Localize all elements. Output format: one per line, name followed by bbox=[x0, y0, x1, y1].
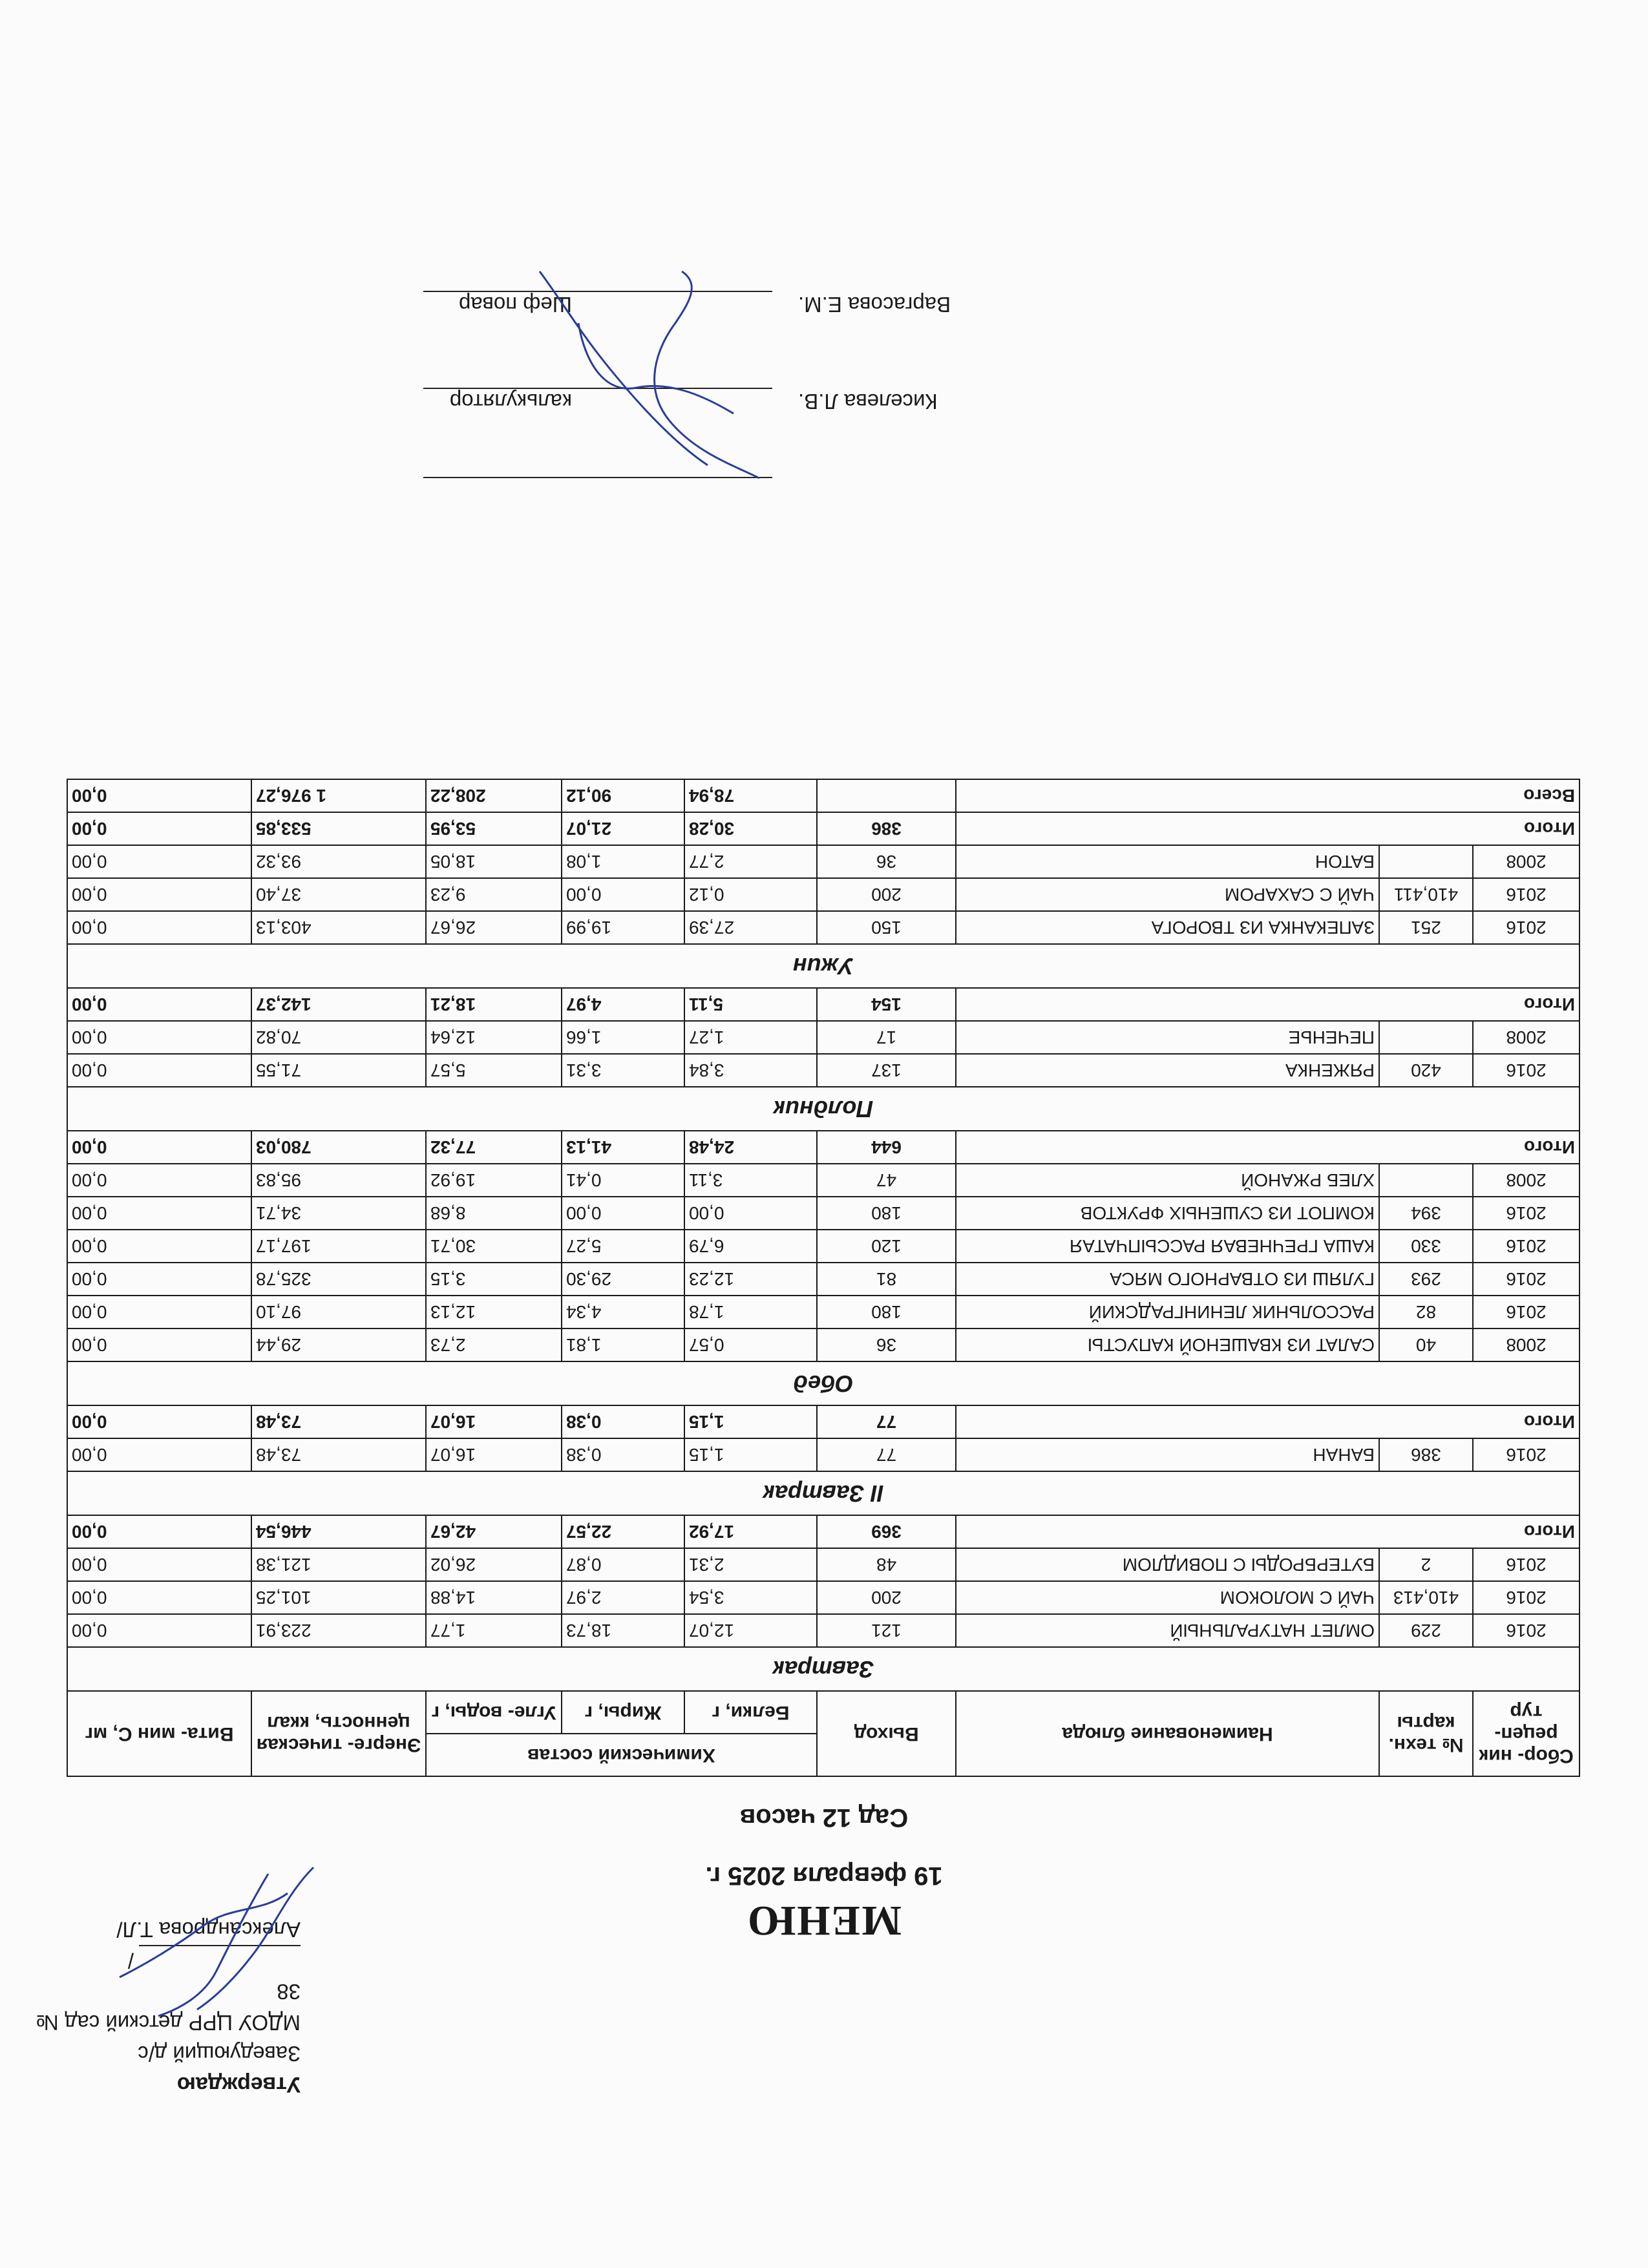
total-carb-cell: 16,07 bbox=[426, 1405, 562, 1438]
meal-title: Ужин bbox=[67, 944, 1579, 988]
carb-cell: 26,02 bbox=[426, 1548, 562, 1581]
vitamin-c-cell: 0,00 bbox=[67, 1230, 251, 1263]
total-protein-cell: 30,28 bbox=[684, 812, 817, 845]
total-energy-cell: 73,48 bbox=[251, 1405, 426, 1438]
energy-cell: 37,40 bbox=[251, 878, 426, 911]
tech-card-cell: 40 bbox=[1379, 1328, 1473, 1361]
dish-row bbox=[67, 1581, 1579, 1614]
dish-row bbox=[67, 1548, 1579, 1581]
carb-cell: 19,92 bbox=[426, 1164, 562, 1197]
meal-title: Обед bbox=[67, 1361, 1579, 1405]
calculator-role: калькулятор bbox=[449, 390, 572, 414]
yield-cell: 120 bbox=[817, 1230, 956, 1263]
yield-cell: 48 bbox=[817, 1548, 956, 1581]
vitamin-c-cell: 0,00 bbox=[67, 1021, 251, 1054]
tech-card-cell: 293 bbox=[1379, 1263, 1473, 1296]
protein-cell: 3,11 bbox=[684, 1164, 817, 1197]
energy-cell: 403,13 bbox=[251, 911, 426, 944]
carb-cell: 26,67 bbox=[426, 911, 562, 944]
meal-total-row bbox=[67, 812, 1579, 845]
total-label: Итого bbox=[956, 1405, 1579, 1438]
fat-cell: 0,38 bbox=[562, 1438, 684, 1471]
energy-cell: 71,55 bbox=[251, 1054, 426, 1087]
vitamin-c-cell: 0,00 bbox=[67, 1263, 251, 1296]
total-fat-cell: 4,97 bbox=[562, 988, 684, 1021]
total-carb-cell: 53,95 bbox=[426, 812, 562, 845]
chef-role: Шеф повар bbox=[458, 293, 572, 317]
vitamin-c-cell: 0,00 bbox=[67, 878, 251, 911]
col-collection-header: Сбор- ник рецеп- тур bbox=[1473, 1691, 1579, 1776]
protein-cell: 1,78 bbox=[684, 1296, 817, 1328]
yield-cell: 81 bbox=[817, 1263, 956, 1296]
recipe-collection-cell: 2008 bbox=[1473, 845, 1579, 878]
yield-cell: 150 bbox=[817, 911, 956, 944]
total-vitamin-c-cell: 0,00 bbox=[67, 1131, 251, 1164]
recipe-collection-cell: 2016 bbox=[1473, 1614, 1579, 1647]
col-fat-header: Жиры, г bbox=[562, 1691, 684, 1734]
col-carb-header: Угле- воды, г bbox=[426, 1691, 562, 1734]
yield-cell: 36 bbox=[817, 845, 956, 878]
fat-cell: 3,31 bbox=[562, 1054, 684, 1087]
carb-cell: 14,88 bbox=[426, 1581, 562, 1614]
total-carb-cell: 77,32 bbox=[426, 1131, 562, 1164]
dish-row bbox=[67, 1328, 1579, 1361]
total-energy-cell: 142,37 bbox=[251, 988, 426, 1021]
vitamin-c-cell: 0,00 bbox=[67, 845, 251, 878]
dish-name-cell: БАТОН bbox=[956, 845, 1379, 878]
protein-cell: 0,00 bbox=[684, 1197, 817, 1230]
carb-cell: 5,57 bbox=[426, 1054, 562, 1087]
energy-cell: 93,32 bbox=[251, 845, 426, 878]
energy-cell: 325,78 bbox=[251, 1263, 426, 1296]
carb-cell: 2,73 bbox=[426, 1328, 562, 1361]
total-vitamin-c-cell: 0,00 bbox=[67, 1515, 251, 1548]
fat-cell: 4,34 bbox=[562, 1296, 684, 1328]
energy-cell: 197,17 bbox=[251, 1230, 426, 1263]
meal-header-row bbox=[67, 1087, 1579, 1131]
total-protein-cell: 24,48 bbox=[684, 1131, 817, 1164]
recipe-collection-cell: 2016 bbox=[1473, 1197, 1579, 1230]
fat-cell: 29,30 bbox=[562, 1263, 684, 1296]
dish-name-cell: ГУЛЯШ ИЗ ОТВАРНОГО МЯСА bbox=[956, 1263, 1379, 1296]
total-vitamin-c-cell: 0,00 bbox=[67, 812, 251, 845]
meal-total-row bbox=[67, 1405, 1579, 1438]
carb-cell: 12,13 bbox=[426, 1296, 562, 1328]
energy-cell: 223,91 bbox=[251, 1614, 426, 1647]
grand-total-energy-cell: 1 976,27 bbox=[251, 779, 426, 812]
approval-name: /Александрова Т.Л/ bbox=[116, 1918, 301, 1973]
total-yield-cell: 386 bbox=[817, 812, 956, 845]
fat-cell: 0,41 bbox=[562, 1164, 684, 1197]
total-yield-cell: 644 bbox=[817, 1131, 956, 1164]
dish-name-cell: БУТЕРБРОДЫ С ПОВИДЛОМ bbox=[956, 1548, 1379, 1581]
yield-cell: 137 bbox=[817, 1054, 956, 1087]
dish-name-cell: РЯЖЕНКА bbox=[956, 1054, 1379, 1087]
dish-row bbox=[67, 1614, 1579, 1647]
grand-total-yield-cell bbox=[817, 779, 956, 812]
carb-cell: 9,23 bbox=[426, 878, 562, 911]
carb-cell: 18,05 bbox=[426, 845, 562, 878]
protein-cell: 2,77 bbox=[684, 845, 817, 878]
fat-cell: 0,00 bbox=[562, 878, 684, 911]
vitamin-c-cell: 0,00 bbox=[67, 1164, 251, 1197]
tech-card-cell: 82 bbox=[1379, 1296, 1473, 1328]
meal-total-row bbox=[67, 1515, 1579, 1548]
menu-table-body bbox=[67, 779, 1579, 1691]
tech-card-cell: 229 bbox=[1379, 1614, 1473, 1647]
dish-row bbox=[67, 1054, 1579, 1087]
total-carb-cell: 42,67 bbox=[426, 1515, 562, 1548]
total-vitamin-c-cell: 0,00 bbox=[67, 1405, 251, 1438]
col-yield-header: Выход bbox=[817, 1691, 956, 1776]
dish-name-cell: КАША ГРЕЧНЕВАЯ РАССЫПЧАТАЯ bbox=[956, 1230, 1379, 1263]
col-vitamin-header: Вита- мин С, мг bbox=[67, 1691, 251, 1776]
fat-cell: 1,66 bbox=[562, 1021, 684, 1054]
tech-card-cell bbox=[1379, 845, 1473, 878]
grand-total-carb-cell: 208,22 bbox=[426, 779, 562, 812]
protein-cell: 1,27 bbox=[684, 1021, 817, 1054]
tech-card-cell: 420 bbox=[1379, 1054, 1473, 1087]
vitamin-c-cell: 0,00 bbox=[67, 1614, 251, 1647]
dish-name-cell: БАНАН bbox=[956, 1438, 1379, 1471]
vitamin-c-cell: 0,00 bbox=[67, 1581, 251, 1614]
recipe-collection-cell: 2016 bbox=[1473, 1581, 1579, 1614]
meal-total-row bbox=[67, 988, 1579, 1021]
dish-name-cell: ОМЛЕТ НАТУРАЛЬНЫЙ bbox=[956, 1614, 1379, 1647]
approval-organization: МДОУ ЦРР детский сад № 38 bbox=[36, 1980, 301, 2035]
approval-position: Заведующий д/с bbox=[138, 2042, 301, 2066]
tech-card-cell: 386 bbox=[1379, 1438, 1473, 1471]
tech-card-cell bbox=[1379, 1021, 1473, 1054]
total-vitamin-c-cell: 0,00 bbox=[67, 988, 251, 1021]
yield-cell: 121 bbox=[817, 1614, 956, 1647]
vitamin-c-cell: 0,00 bbox=[67, 1548, 251, 1581]
recipe-collection-cell: 2008 bbox=[1473, 1164, 1579, 1197]
fat-cell: 0,00 bbox=[562, 1197, 684, 1230]
dish-row bbox=[67, 1296, 1579, 1328]
menu-date: 19 февраля 2025 г. bbox=[705, 1862, 943, 1890]
chef-name: Варгасова Е.М. bbox=[798, 293, 951, 317]
total-fat-cell: 0,38 bbox=[562, 1405, 684, 1438]
total-fat-cell: 22,57 bbox=[562, 1515, 684, 1548]
vitamin-c-cell: 0,00 bbox=[67, 1438, 251, 1471]
protein-cell: 1,15 bbox=[684, 1438, 817, 1471]
total-protein-cell: 5,11 bbox=[684, 988, 817, 1021]
total-energy-cell: 446,54 bbox=[251, 1515, 426, 1548]
dish-row bbox=[67, 1230, 1579, 1263]
yield-cell: 200 bbox=[817, 1581, 956, 1614]
energy-cell: 101,25 bbox=[251, 1581, 426, 1614]
dish-row bbox=[67, 1263, 1579, 1296]
recipe-collection-cell: 2016 bbox=[1473, 1054, 1579, 1087]
vitamin-c-cell: 0,00 bbox=[67, 1328, 251, 1361]
yield-cell: 200 bbox=[817, 878, 956, 911]
col-card-header: № техн. карты bbox=[1379, 1691, 1473, 1776]
carb-cell: 30,71 bbox=[426, 1230, 562, 1263]
meal-header-row bbox=[67, 944, 1579, 988]
yield-cell: 17 bbox=[817, 1021, 956, 1054]
fat-cell: 1,08 bbox=[562, 845, 684, 878]
recipe-collection-cell: 2008 bbox=[1473, 1328, 1579, 1361]
protein-cell: 12,07 bbox=[684, 1614, 817, 1647]
carb-cell: 8,68 bbox=[426, 1197, 562, 1230]
recipe-collection-cell: 2016 bbox=[1473, 1548, 1579, 1581]
total-label: Итого bbox=[956, 988, 1579, 1021]
total-fat-cell: 41,13 bbox=[562, 1131, 684, 1164]
vitamin-c-cell: 0,00 bbox=[67, 1296, 251, 1328]
total-yield-cell: 77 bbox=[817, 1405, 956, 1438]
yield-cell: 47 bbox=[817, 1164, 956, 1197]
tech-card-cell: 394 bbox=[1379, 1197, 1473, 1230]
grand-total-row bbox=[67, 779, 1579, 812]
dish-row bbox=[67, 911, 1579, 944]
grand-total-fat-cell: 90,12 bbox=[562, 779, 684, 812]
carb-cell: 3,15 bbox=[426, 1263, 562, 1296]
carb-cell: 12,64 bbox=[426, 1021, 562, 1054]
tech-card-cell: 410,411 bbox=[1379, 878, 1473, 911]
meal-title: Полдник bbox=[67, 1087, 1579, 1131]
grand-total-protein-cell: 78,94 bbox=[684, 779, 817, 812]
document-title: МЕНЮ bbox=[746, 1897, 902, 1944]
meal-title: Завтрак bbox=[67, 1647, 1579, 1691]
yield-cell: 36 bbox=[817, 1328, 956, 1361]
vitamin-c-cell: 0,00 bbox=[67, 911, 251, 944]
dish-name-cell: ЗАПЕКАНКА ИЗ ТВОРОГА bbox=[956, 911, 1379, 944]
total-yield-cell: 369 bbox=[817, 1515, 956, 1548]
dish-name-cell: САЛАТ ИЗ КВАШЕНОЙ КАПУСТЫ bbox=[956, 1328, 1379, 1361]
dish-name-cell: ХЛЕБ РЖАНОЙ bbox=[956, 1164, 1379, 1197]
protein-cell: 6,79 bbox=[684, 1230, 817, 1263]
yield-cell: 180 bbox=[817, 1296, 956, 1328]
dish-name-cell: ЧАЙ С МОЛОКОМ bbox=[956, 1581, 1379, 1614]
meal-header-row bbox=[67, 1647, 1579, 1691]
fat-cell: 0,87 bbox=[562, 1548, 684, 1581]
grand-total-label: Всего bbox=[956, 779, 1579, 812]
total-protein-cell: 1,15 bbox=[684, 1405, 817, 1438]
protein-cell: 27,39 bbox=[684, 911, 817, 944]
col-energy-header: Энерге- тическая ценность, ккал bbox=[251, 1691, 426, 1776]
vitamin-c-cell: 0,00 bbox=[67, 1197, 251, 1230]
tech-card-cell: 330 bbox=[1379, 1230, 1473, 1263]
dish-row bbox=[67, 1164, 1579, 1197]
menu-table bbox=[67, 779, 1580, 1777]
total-energy-cell: 533,85 bbox=[251, 812, 426, 845]
carb-cell: 1,77 bbox=[426, 1614, 562, 1647]
total-energy-cell: 780,03 bbox=[251, 1131, 426, 1164]
meal-header-row bbox=[67, 1471, 1579, 1515]
dish-name-cell: ЧАЙ С САХАРОМ bbox=[956, 878, 1379, 911]
grand-total-vitamin-c-cell: 0,00 bbox=[67, 779, 251, 812]
recipe-collection-cell: 2016 bbox=[1473, 911, 1579, 944]
protein-cell: 0,12 bbox=[684, 878, 817, 911]
col-protein-header: Белки, г bbox=[684, 1691, 817, 1734]
col-chem-header: Химический состав bbox=[426, 1734, 817, 1776]
recipe-collection-cell: 2016 bbox=[1473, 1230, 1579, 1263]
dish-row bbox=[67, 1021, 1579, 1054]
recipe-collection-cell: 2016 bbox=[1473, 1263, 1579, 1296]
col-name-header: Наименование блюда bbox=[956, 1691, 1379, 1776]
tech-card-cell bbox=[1379, 1164, 1473, 1197]
total-label: Итого bbox=[956, 812, 1579, 845]
meal-title: II Завтрак bbox=[67, 1471, 1579, 1515]
dish-row bbox=[67, 1197, 1579, 1230]
dish-name-cell: КОМПОТ ИЗ СУШЕНЫХ ФРУКТОВ bbox=[956, 1197, 1379, 1230]
group-name: Сад 12 часов bbox=[739, 1803, 909, 1832]
energy-cell: 70,82 bbox=[251, 1021, 426, 1054]
recipe-collection-cell: 2016 bbox=[1473, 878, 1579, 911]
recipe-collection-cell: 2008 bbox=[1473, 1021, 1579, 1054]
dish-name-cell: РАССОЛЬНИК ЛЕНИНГРАДСКИЙ bbox=[956, 1296, 1379, 1328]
fat-cell: 1,81 bbox=[562, 1328, 684, 1361]
total-label: Итого bbox=[956, 1131, 1579, 1164]
protein-cell: 3,54 bbox=[684, 1581, 817, 1614]
yield-cell: 180 bbox=[817, 1197, 956, 1230]
energy-cell: 97,10 bbox=[251, 1296, 426, 1328]
tech-card-cell: 410,413 bbox=[1379, 1581, 1473, 1614]
energy-cell: 121,38 bbox=[251, 1548, 426, 1581]
total-yield-cell: 154 bbox=[817, 988, 956, 1021]
approval-heading: Утверждаю bbox=[176, 2072, 301, 2097]
vitamin-c-cell: 0,00 bbox=[67, 1054, 251, 1087]
dish-row bbox=[67, 845, 1579, 878]
protein-cell: 2,31 bbox=[684, 1548, 817, 1581]
dish-name-cell: ПЕЧЕНЬЕ bbox=[956, 1021, 1379, 1054]
tech-card-cell: 2 bbox=[1379, 1548, 1473, 1581]
fat-cell: 19,99 bbox=[562, 911, 684, 944]
energy-cell: 29,44 bbox=[251, 1328, 426, 1361]
total-carb-cell: 18,21 bbox=[426, 988, 562, 1021]
tech-card-cell: 251 bbox=[1379, 911, 1473, 944]
fat-cell: 2,97 bbox=[562, 1581, 684, 1614]
recipe-collection-cell: 2016 bbox=[1473, 1296, 1579, 1328]
yield-cell: 77 bbox=[817, 1438, 956, 1471]
meal-total-row bbox=[67, 1131, 1579, 1164]
energy-cell: 73,48 bbox=[251, 1438, 426, 1471]
dish-row bbox=[67, 878, 1579, 911]
calculator-name: Киселева Л.В. bbox=[798, 390, 938, 414]
energy-cell: 95,83 bbox=[251, 1164, 426, 1197]
dish-row bbox=[67, 1438, 1579, 1471]
fat-cell: 5,27 bbox=[562, 1230, 684, 1263]
protein-cell: 12,23 bbox=[684, 1263, 817, 1296]
meal-header-row bbox=[67, 1361, 1579, 1405]
staff-signature bbox=[527, 258, 772, 491]
fat-cell: 18,73 bbox=[562, 1614, 684, 1647]
protein-cell: 0,57 bbox=[684, 1328, 817, 1361]
total-protein-cell: 17,92 bbox=[684, 1515, 817, 1548]
recipe-collection-cell: 2016 bbox=[1473, 1438, 1579, 1471]
total-fat-cell: 21,07 bbox=[562, 812, 684, 845]
energy-cell: 34,71 bbox=[251, 1197, 426, 1230]
protein-cell: 3,84 bbox=[684, 1054, 817, 1087]
total-label: Итого bbox=[956, 1515, 1579, 1548]
carb-cell: 16,07 bbox=[426, 1438, 562, 1471]
